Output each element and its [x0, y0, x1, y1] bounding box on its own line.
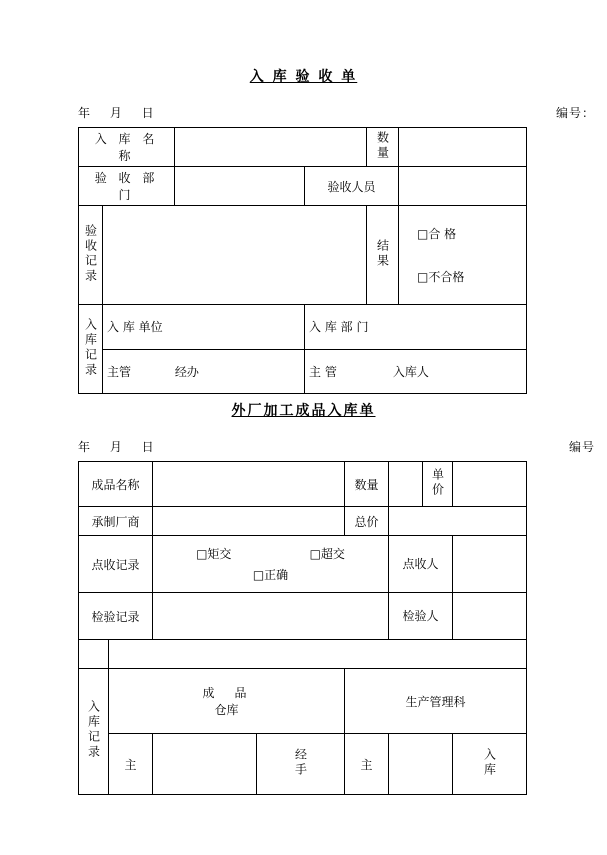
warehouse-label-line2: 仓库	[214, 703, 239, 717]
cell-inspect-record-value[interactable]	[153, 593, 389, 640]
checkbox-correct[interactable]: □正确	[252, 568, 289, 582]
table-row	[79, 305, 527, 350]
checkbox-unqualified[interactable]: □不合格	[417, 270, 465, 284]
cell-sign-supervisor-1: 主	[109, 734, 153, 795]
table-row	[79, 593, 527, 640]
form2-date-row	[0, 438, 607, 455]
form1-date-row	[0, 104, 607, 121]
cell-check-options[interactable]	[153, 536, 389, 593]
cell-dept-value[interactable]	[175, 167, 305, 206]
cell-total-label: 总价	[345, 507, 389, 536]
cell-record-label	[79, 206, 103, 305]
result-label-text: 结果	[375, 238, 390, 269]
table-row	[79, 507, 527, 536]
cell-maker-value[interactable]	[153, 507, 345, 536]
checkbox-over-delivery[interactable]: □超交	[309, 547, 345, 561]
cell-inspector-value[interactable]	[399, 167, 527, 206]
entry-record-label-text: 入库记录	[86, 700, 101, 760]
cell-warehouse-label	[109, 669, 345, 734]
cell-sign-supervisor-2: 主	[345, 734, 389, 795]
cell-dept-label: 验 收 部 门	[79, 167, 175, 206]
sign-supervisor-1-label: 主管	[107, 364, 132, 379]
entry-record-label-text: 入库记录	[83, 317, 98, 378]
sign-entry-2-text: 入库	[482, 747, 497, 778]
cell-sign-supervisor-1-value[interactable]	[153, 734, 257, 795]
table-row	[79, 462, 527, 507]
cell-result-label	[367, 206, 399, 305]
checkbox-qualified[interactable]: □合 格	[417, 227, 457, 241]
cell-sign-handler-1	[257, 734, 345, 795]
form2-table	[78, 461, 527, 795]
cell-checker-value[interactable]	[453, 536, 527, 593]
cell-check-record-label: 点收记录	[79, 536, 153, 593]
form2-title: 外厂加工成品入库单	[231, 403, 376, 419]
warehouse-label-line1: 成 品	[202, 686, 251, 700]
cell-name-value[interactable]	[175, 128, 367, 167]
cell-inspector-label	[389, 593, 453, 640]
cell-qty-label: 数量	[345, 462, 389, 507]
cell-total-value[interactable]	[389, 507, 527, 536]
cell-price-value[interactable]	[453, 462, 527, 507]
cell-spacer-left	[79, 640, 109, 669]
cell-spacer	[109, 640, 527, 669]
cell-entry-record-label	[79, 305, 103, 394]
form1-serial-label: 编号：	[555, 106, 595, 120]
form1-title: 入 库 验 收 单	[249, 69, 358, 85]
cell-sign-supervisor-2-value[interactable]	[389, 734, 453, 795]
sign-handler-1-label: 经办	[174, 364, 199, 379]
cell-maker-label: 承制厂商	[79, 507, 153, 536]
table-row	[79, 167, 527, 206]
checker-label-text: 点收人	[402, 556, 439, 571]
record-label-text: 验收记录	[83, 223, 98, 284]
cell-name-label: 入 库 名 称	[79, 128, 175, 167]
cell-dept2-label: 入 库 部 门	[305, 305, 527, 350]
cell-qty-value[interactable]	[399, 128, 527, 167]
cell-price-label	[423, 462, 453, 507]
cell-sign-1[interactable]	[103, 349, 305, 394]
table-row	[79, 128, 527, 167]
table-row	[79, 734, 527, 795]
table-row	[79, 669, 527, 734]
sign-receiver-2-label: 入库人	[392, 364, 429, 379]
form2-serial-label: 编号	[568, 440, 595, 454]
sign-supervisor-2-label: 主 管	[309, 364, 337, 379]
cell-production-dept-label: 生产管理科	[345, 669, 527, 734]
sign-handler-1-text: 经手	[293, 747, 308, 778]
cell-inspect-record-label: 检验记录	[79, 593, 153, 640]
cell-qty-value[interactable]	[389, 462, 423, 507]
table-row	[79, 536, 527, 593]
cell-sign-entry-2	[453, 734, 527, 795]
cell-product-value[interactable]	[153, 462, 345, 507]
inspector-label-text: 检验人	[402, 608, 439, 623]
cell-inspector-label: 验收人员	[305, 167, 399, 206]
cell-sign-2[interactable]	[305, 349, 527, 394]
table-row	[79, 349, 527, 394]
form1-date-label: 年 月 日	[78, 106, 162, 120]
cell-entry-record-label	[79, 669, 109, 795]
form2-date-label: 年 月 日	[78, 440, 162, 454]
form1-table	[78, 127, 527, 394]
cell-product-label: 成品名称	[79, 462, 153, 507]
cell-qty-label	[367, 128, 399, 167]
table-row	[79, 640, 527, 669]
qty-label-text: 数量	[375, 130, 390, 161]
cell-result-options[interactable]	[399, 206, 527, 305]
cell-record-value[interactable]	[103, 206, 367, 305]
cell-checker-label	[389, 536, 453, 593]
cell-unit-label: 入 库 单位	[103, 305, 305, 350]
price-label-text: 单价	[430, 467, 445, 498]
check-options-row1	[157, 545, 384, 562]
table-row	[79, 206, 527, 305]
cell-inspector-value[interactable]	[453, 593, 527, 640]
form-outsourced-product-receipt	[0, 400, 607, 855]
checkbox-short-delivery[interactable]: □矩交	[196, 547, 232, 561]
